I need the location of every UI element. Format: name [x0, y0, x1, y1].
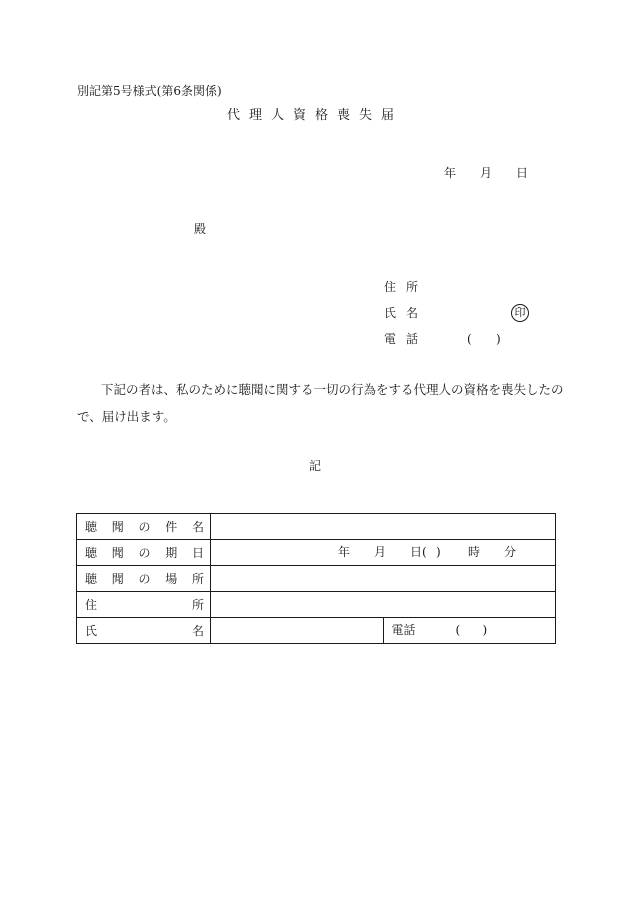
hearing-place-field[interactable]: [211, 566, 556, 592]
hearing-day-label: 日(: [410, 545, 427, 559]
hearing-year-label: 年: [338, 545, 351, 559]
table-row: [77, 566, 556, 592]
ki-heading: 記: [308, 459, 321, 473]
agent-phone-field[interactable]: [383, 618, 556, 644]
applicant-phone-label: 電話: [384, 332, 429, 346]
date-day-label: 日: [516, 166, 529, 180]
form-number-label: 別記第5号様式(第6条関係): [77, 84, 222, 98]
label-agent-address: 住 所: [77, 592, 211, 618]
body-paragraph: 下記の者は、私のために聴聞に関する一切の行為をする代理人の資格を喪失したので、届け出ます。: [77, 382, 564, 424]
table-row: [77, 514, 556, 540]
table-row: [77, 592, 556, 618]
details-table: [76, 513, 556, 644]
applicant-address-label: 住所: [384, 280, 429, 294]
hearing-hour-label: 時: [468, 545, 481, 559]
label-hearing-place: 聴 聞 の 場 所: [77, 566, 211, 592]
label-hearing-subject: 聴 聞 の 件 名: [77, 514, 211, 540]
applicant-phone-paren-close: ): [496, 332, 501, 346]
hearing-subject-field[interactable]: [211, 514, 556, 540]
label-agent-name: 氏 名: [77, 618, 211, 644]
agent-phone-paren-close: ): [482, 623, 488, 637]
addressee-honorific: 殿: [194, 222, 207, 236]
seal-mark-icon: 印: [511, 304, 529, 322]
label-hearing-date: 聴 聞 の 期 日: [77, 540, 211, 566]
hearing-weekday-close: ): [436, 545, 441, 559]
agent-name-field[interactable]: [211, 618, 384, 644]
hearing-minute-label: 分: [504, 545, 517, 559]
applicant-name-label: 氏名: [384, 306, 429, 320]
applicant-phone-paren-open: (: [467, 332, 472, 346]
hearing-date-field[interactable]: [211, 540, 556, 566]
document-title: 代理人資格喪失届: [226, 108, 403, 123]
date-month-label: 月: [480, 166, 493, 180]
table-row: [77, 618, 556, 644]
date-year-label: 年: [444, 166, 457, 180]
hearing-month-label: 月: [374, 545, 387, 559]
agent-phone-paren-open: (: [455, 623, 461, 637]
agent-phone-label: 電話: [391, 623, 416, 637]
table-row: [77, 540, 556, 566]
agent-address-field[interactable]: [211, 592, 556, 618]
